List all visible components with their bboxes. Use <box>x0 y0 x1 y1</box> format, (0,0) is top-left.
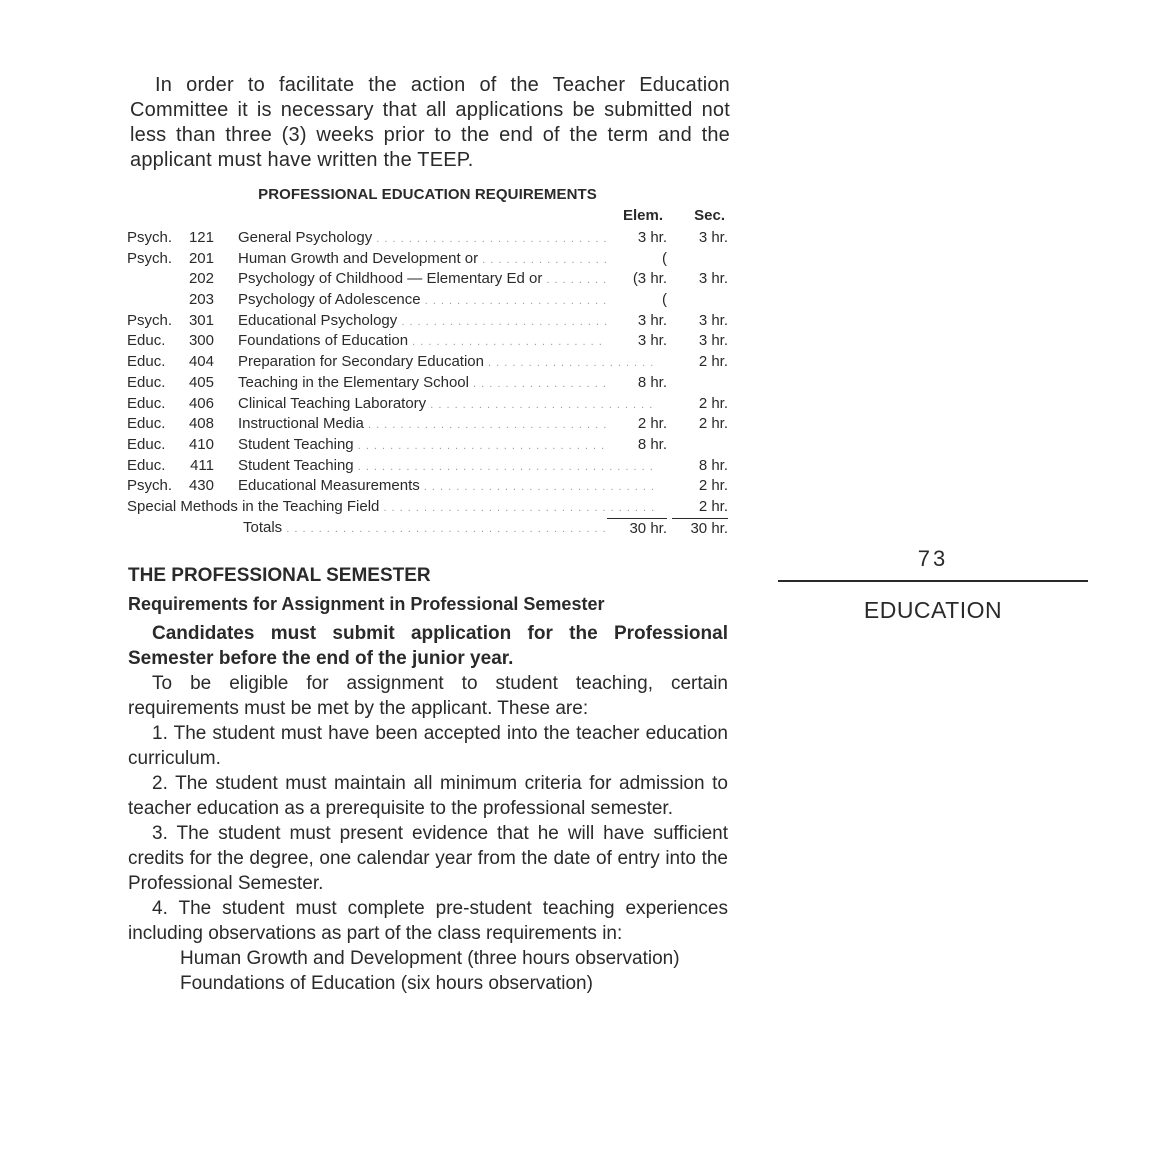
course-department: Educ. <box>127 332 166 350</box>
secondary-hours: 8 hr. <box>672 456 728 476</box>
table-row <box>127 331 732 352</box>
list-item: 4. The student must complete pre-student teaching experiences including observations as part of the class requirements in: <box>128 898 728 944</box>
course-title: Educational Measurements . . . <box>238 476 657 497</box>
section-subheading: Requirements for Assignment in Professional Semester <box>128 594 605 614</box>
course-title: Student Teaching . . . <box>238 435 657 456</box>
secondary-hours: 3 hr. <box>672 269 728 289</box>
secondary-hours: 2 hr. <box>672 414 728 434</box>
course-number: 201 <box>188 249 214 267</box>
elementary-hours: ( <box>607 249 667 269</box>
course-number: 404 <box>188 353 214 371</box>
course-title: Foundations of Education . . . <box>238 331 657 352</box>
table-row <box>127 497 732 518</box>
course-number: 411 <box>190 456 214 474</box>
secondary-hours: 2 hr. <box>672 497 728 517</box>
column-header-elementary: Elem. <box>622 207 663 224</box>
course-title: General Psychology . . . <box>238 228 657 249</box>
column-header-secondary: Sec. <box>694 207 725 224</box>
course-number: 203 <box>188 291 214 309</box>
table-row <box>127 456 732 477</box>
elementary-hours: 2 hr. <box>607 414 667 434</box>
table-row <box>127 228 732 249</box>
secondary-hours: 2 hr. <box>672 476 728 496</box>
course-number: 301 <box>188 311 214 329</box>
elementary-total: 30 hr. <box>607 518 667 538</box>
totals-label: Totals . . . <box>243 518 657 539</box>
course-department: Educ. <box>127 435 166 453</box>
secondary-hours: 3 hr. <box>672 331 728 351</box>
section-label: EDUCATION <box>863 597 1003 623</box>
course-number: 405 <box>188 373 214 391</box>
course-title: Teaching in the Elementary School . . . <box>238 373 657 394</box>
course-title: Instructional Media . . . <box>238 414 657 435</box>
professional-semester-section <box>128 564 728 996</box>
elementary-hours: 8 hr. <box>607 373 667 393</box>
course-number: 408 <box>188 415 214 433</box>
course-number: 410 <box>188 435 214 453</box>
course-number: 300 <box>188 332 214 350</box>
course-number: 430 <box>188 477 214 495</box>
table-row <box>127 435 732 456</box>
requirements-title: PROFESSIONAL EDUCATION REQUIREMENTS <box>258 186 597 203</box>
secondary-hours: 3 hr. <box>672 228 728 248</box>
elementary-hours: 3 hr. <box>607 311 667 331</box>
table-row <box>127 394 732 415</box>
table-row <box>127 311 732 332</box>
course-department: Educ. <box>127 353 166 371</box>
application-notice: Candidates must submit application for the Professional Semester before the end of the junior year. <box>128 623 728 669</box>
table-row <box>127 290 732 311</box>
elementary-hours: (3 hr. <box>607 269 667 289</box>
elementary-hours: ( <box>607 290 667 310</box>
table-row <box>127 352 732 373</box>
course-title: Psychology of Adolescence . . . <box>238 290 657 311</box>
secondary-hours: 2 hr. <box>672 394 728 414</box>
page-number: 73 <box>917 546 949 571</box>
secondary-hours: 2 hr. <box>672 352 728 372</box>
table-row <box>127 414 732 435</box>
course-number: 121 <box>188 229 214 246</box>
eligibility-paragraph: To be eligible for assignment to student teaching, certain requirements must be met by the applicant. These are: <box>128 673 728 719</box>
secondary-total: 30 hr. <box>672 518 728 538</box>
table-row <box>127 476 732 497</box>
course-title: Educational Psychology . . . <box>238 311 657 332</box>
course-title: Clinical Teaching Laboratory . . . <box>238 394 657 415</box>
course-department: Psych. <box>127 249 173 267</box>
totals-row <box>127 518 732 539</box>
table-row <box>127 269 732 290</box>
intro-section <box>130 73 730 173</box>
sub-list-item: Human Growth and Development (three hours observation) <box>180 948 680 969</box>
section-heading: THE PROFESSIONAL SEMESTER <box>128 565 431 586</box>
section-body <box>128 621 728 996</box>
divider <box>778 580 1088 582</box>
table-row <box>127 373 732 394</box>
course-title: Human Growth and Development or . . . <box>238 249 657 270</box>
course-department: Psych. <box>127 311 173 329</box>
requirements-table <box>127 228 732 538</box>
course-title: Student Teaching . . . <box>238 456 657 477</box>
course-number: 406 <box>188 394 214 412</box>
table-row <box>127 249 732 270</box>
course-department: Educ. <box>127 373 166 391</box>
course-department: Psych. <box>127 477 173 495</box>
course-title: Preparation for Secondary Education . . . <box>238 352 657 373</box>
course-department: Educ. <box>127 415 166 433</box>
course-department: Educ. <box>127 456 166 474</box>
elementary-hours: 8 hr. <box>607 435 667 455</box>
elementary-hours: 3 hr. <box>607 228 667 248</box>
list-item: 3. The student must present evidence that he will have sufficient credits for the degree, one calendar year from the date of entry into the Professional Semester. <box>128 823 728 894</box>
secondary-hours: 3 hr. <box>672 311 728 331</box>
elementary-hours: 3 hr. <box>607 331 667 351</box>
intro-paragraph: In order to facilitate the action of the Teacher Education Committee it is necessary that all applications be submitted not less than three (3) weeks prior to the end of the term and the applicant must have written the TEEP. <box>130 74 730 171</box>
sub-list-item: Foundations of Education (six hours observation) <box>180 973 593 994</box>
course-number: 202 <box>188 270 214 288</box>
course-title: Psychology of Childhood — Elementary Ed or . . . <box>238 269 657 290</box>
course-title: Special Methods in the Teaching Field . . . <box>127 497 657 518</box>
list-item: 2. The student must maintain all minimum criteria for admission to teacher education as a prerequisite to the professional semester. <box>128 773 728 819</box>
course-department: Educ. <box>127 394 166 412</box>
course-department: Psych. <box>127 229 173 246</box>
list-item: 1. The student must have been accepted into the teacher education curriculum. <box>128 723 728 769</box>
